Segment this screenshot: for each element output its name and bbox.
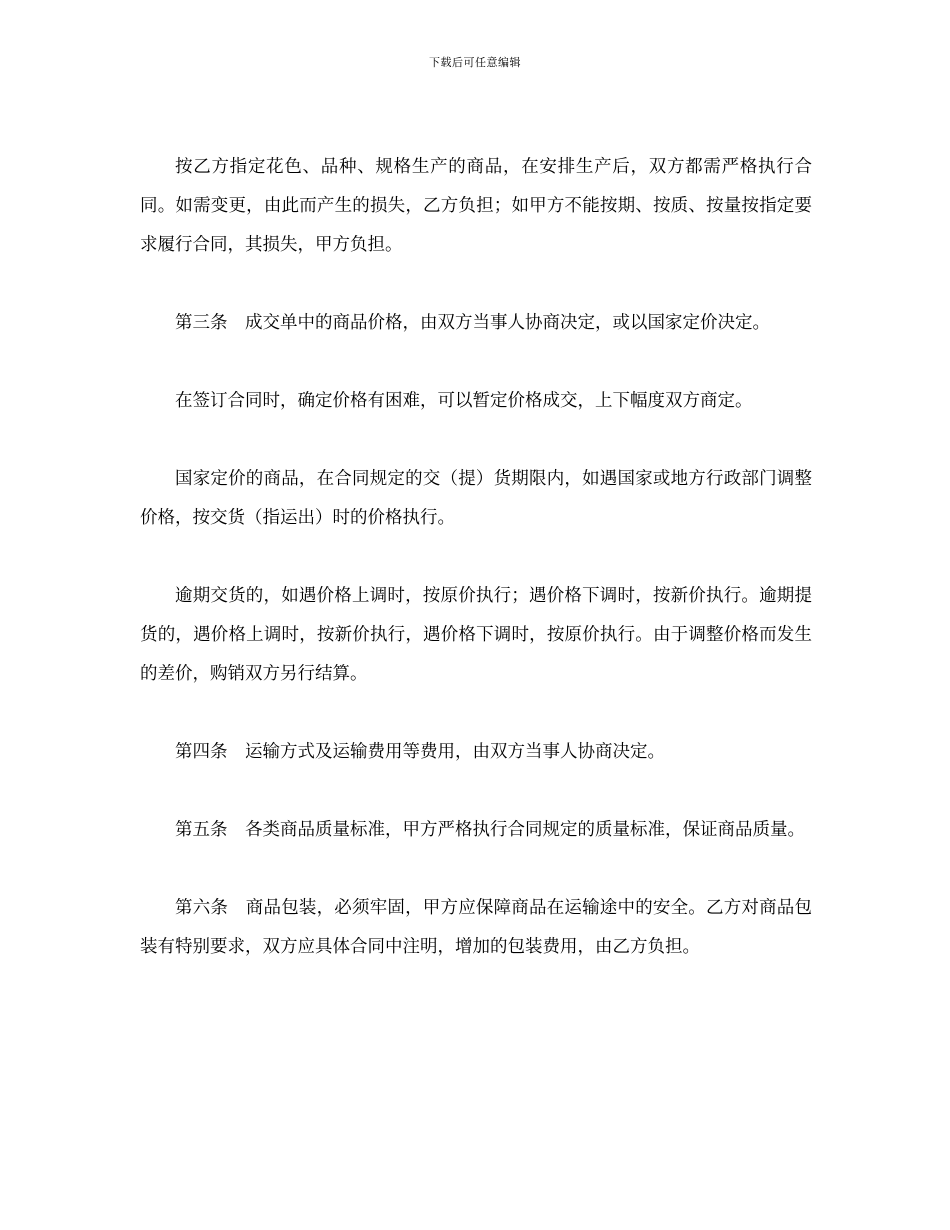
- paragraph-article-5: 第五条 各类商品质量标准，甲方严格执行合同规定的质量标准，保证商品质量。: [175, 820, 805, 840]
- paragraph-article-4: 第四条 运输方式及运输费用等费用，由双方当事人协商决定。: [175, 742, 665, 762]
- paragraph-provisional-price: 在签订合同时，确定价格有困难，可以暂定价格成交，上下幅度双方商定。: [175, 391, 753, 411]
- page-header-note: 下载后可任意编辑: [429, 56, 521, 69]
- paragraph-article-3: 第三条 成交单中的商品价格，由双方当事人协商决定，或以国家定价决定。: [175, 313, 770, 333]
- document-body: [140, 148, 812, 967]
- paragraph-article-6: 第六条 商品包装，必须牢固，甲方应保障商品在运输途中的安全。乙方对商品包装有特别要求，双方应具体合同中注明，增加的包装费用，由乙方负担。: [140, 898, 812, 957]
- paragraph-custom-production: 按乙方指定花色、品种、规格生产的商品，在安排生产后，双方都需严格执行合同。如需变更，由此而产生的损失，乙方负担；如甲方不能按期、按质、按量按指定要求履行合同，其损失，甲方负担。: [140, 157, 812, 255]
- paragraph-overdue-delivery: 逾期交货的，如遇价格上调时，按原价执行；遇价格下调时，按新价执行。逾期提货的，遇价格上调时，按新价执行，遇价格下调时，按原价执行。由于调整价格而发生的差价，购销双方另行结算。: [140, 586, 812, 684]
- paragraph-state-price: 国家定价的商品，在合同规定的交（提）货期限内，如遇国家或地方行政部门调整价格，按交货（指运出）时的价格执行。: [140, 469, 812, 528]
